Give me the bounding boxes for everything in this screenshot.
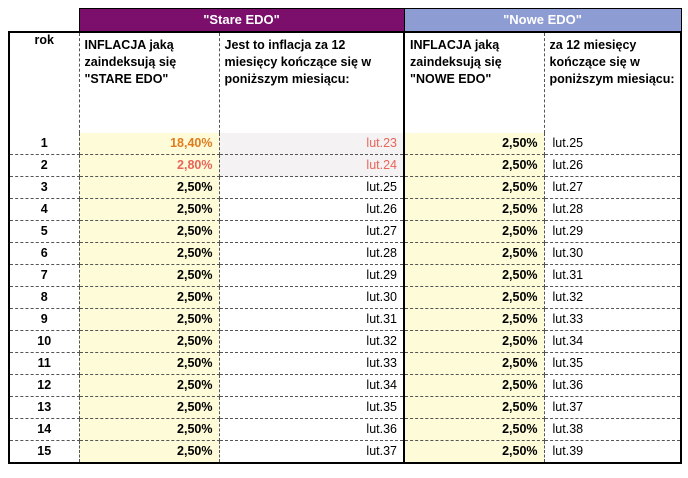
cell-new-month: lut.28 [544,199,681,221]
table-row [9,155,681,177]
table-row [9,287,681,309]
cell-old-inflation: 2,80% [79,155,219,177]
cell-new-inflation: 2,50% [404,243,544,265]
cell-old-inflation: 2,50% [79,177,219,199]
cell-old-month: lut.31 [219,309,404,331]
cell-old-month: lut.28 [219,243,404,265]
cell-old-month: lut.32 [219,331,404,353]
table-row [9,331,681,353]
table-row [9,353,681,375]
cell-rok: 13 [9,397,79,419]
header-rok: rok [9,32,79,133]
cell-rok: 2 [9,155,79,177]
table-row [9,419,681,441]
cell-old-month: lut.36 [219,419,404,441]
cell-old-month: lut.23 [219,133,404,155]
cell-old-inflation: 2,50% [79,419,219,441]
cell-old-inflation: 2,50% [79,221,219,243]
cell-new-inflation: 2,50% [404,419,544,441]
cell-old-inflation: 2,50% [79,331,219,353]
edo-comparison-table [8,8,682,464]
cell-new-inflation: 2,50% [404,265,544,287]
cell-new-inflation: 2,50% [404,309,544,331]
cell-new-month: lut.39 [544,441,681,464]
banner-row [9,9,681,33]
table-row [9,221,681,243]
table-row [9,265,681,287]
cell-new-month: lut.37 [544,397,681,419]
cell-new-inflation: 2,50% [404,397,544,419]
cell-rok: 7 [9,265,79,287]
cell-rok: 11 [9,353,79,375]
cell-old-month: lut.27 [219,221,404,243]
cell-new-month: lut.35 [544,353,681,375]
cell-old-inflation: 2,50% [79,243,219,265]
cell-rok: 6 [9,243,79,265]
spreadsheet-table [8,8,680,464]
cell-old-inflation: 2,50% [79,353,219,375]
cell-old-month: lut.30 [219,287,404,309]
cell-new-inflation: 2,50% [404,353,544,375]
cell-new-inflation: 2,50% [404,199,544,221]
cell-rok: 10 [9,331,79,353]
cell-old-month: lut.26 [219,199,404,221]
cell-rok: 15 [9,441,79,464]
cell-rok: 12 [9,375,79,397]
cell-new-inflation: 2,50% [404,441,544,464]
cell-new-inflation: 2,50% [404,331,544,353]
cell-new-month: lut.36 [544,375,681,397]
banner-old-edo: "Stare EDO" [79,9,404,33]
cell-old-month: lut.29 [219,265,404,287]
table-row [9,375,681,397]
cell-new-inflation: 2,50% [404,133,544,155]
cell-new-month: lut.30 [544,243,681,265]
cell-old-inflation: 2,50% [79,397,219,419]
cell-old-month: lut.37 [219,441,404,464]
cell-rok: 4 [9,199,79,221]
cell-new-inflation: 2,50% [404,155,544,177]
cell-old-inflation: 2,50% [79,375,219,397]
table-row [9,243,681,265]
cell-rok: 8 [9,287,79,309]
table-row [9,133,681,155]
cell-new-month: lut.31 [544,265,681,287]
cell-new-month: lut.25 [544,133,681,155]
cell-new-inflation: 2,50% [404,221,544,243]
cell-new-month: lut.33 [544,309,681,331]
cell-old-inflation: 2,50% [79,265,219,287]
cell-old-inflation: 2,50% [79,287,219,309]
header-old-period: Jest to inflacja za 12 miesięcy kończące się w poniższym miesiącu: [219,32,404,133]
table-row [9,177,681,199]
banner-spacer [9,9,79,33]
cell-old-inflation: 18,40% [79,133,219,155]
header-old-inflation: INFLACJA jaką zaindeksują się "STARE EDO" [79,32,219,133]
cell-new-month: lut.38 [544,419,681,441]
cell-old-month: lut.24 [219,155,404,177]
cell-new-inflation: 2,50% [404,177,544,199]
cell-new-month: lut.32 [544,287,681,309]
cell-new-month: lut.34 [544,331,681,353]
cell-old-month: lut.35 [219,397,404,419]
header-new-inflation: INFLACJA jaką zaindeksują się "NOWE EDO" [404,32,544,133]
cell-old-month: lut.25 [219,177,404,199]
cell-new-inflation: 2,50% [404,287,544,309]
cell-rok: 14 [9,419,79,441]
table-row [9,441,681,464]
table-row [9,397,681,419]
cell-new-inflation: 2,50% [404,375,544,397]
cell-new-month: lut.27 [544,177,681,199]
cell-rok: 9 [9,309,79,331]
table-row [9,199,681,221]
cell-old-month: lut.33 [219,353,404,375]
cell-rok: 3 [9,177,79,199]
cell-old-inflation: 2,50% [79,309,219,331]
table-row [9,309,681,331]
banner-new-edo: "Nowe EDO" [404,9,681,33]
cell-old-inflation: 2,50% [79,441,219,464]
cell-rok: 5 [9,221,79,243]
header-new-period: za 12 miesięcy kończące się w poniższym miesiącu: [544,32,681,133]
cell-new-month: lut.26 [544,155,681,177]
cell-old-inflation: 2,50% [79,199,219,221]
header-row [9,32,681,133]
cell-new-month: lut.29 [544,221,681,243]
cell-old-month: lut.34 [219,375,404,397]
cell-rok: 1 [9,133,79,155]
